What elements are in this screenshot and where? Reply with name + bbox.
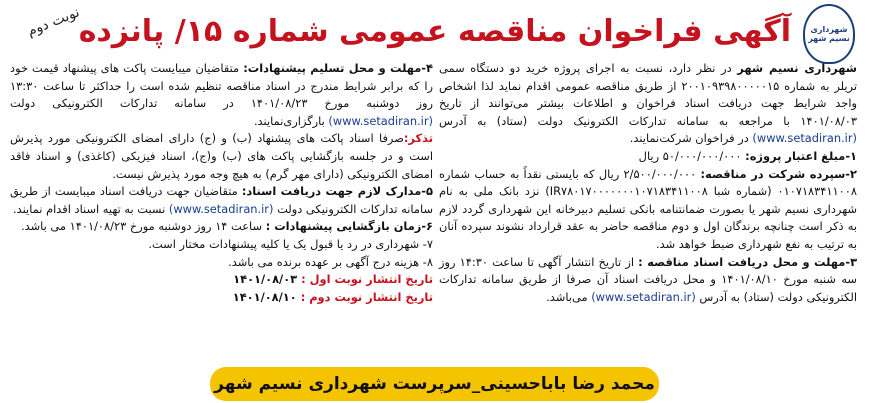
intro-end: در فراخوان شرکت‌نمایند. [629, 131, 753, 146]
turn-label: نوبت دوم [25, 4, 82, 40]
item-3-head: ۳-مهلت و محل دریافت اسناد مناقصه : [638, 254, 858, 269]
item-3-end: می‌باشد. [546, 289, 592, 304]
publish-first-date: ۱۴۰۱/۰۸/۰۳ [233, 272, 302, 287]
item-5-link[interactable]: (www.setadiran.ir) [168, 201, 274, 216]
item-4-link[interactable]: (www.setadiran.ir) [328, 113, 433, 128]
municipality-logo-icon [803, 4, 855, 64]
item-4-text: متقاضیان میبایست پاکت های پیشنهاد قیمت خود را که برابر شرایط مندرج در اسناد مناقصه تنظیم شده است را حداکثر تا ساعت ۱۳:۳۰ روز دوشنبه مورخ ۱۴۰۱/۰۸/۲۳ در سامانه تدارکات الکترونیکی دولت [10, 61, 433, 111]
item-6-text: ساعت ۱۴ روز دوشنبه مورخ ۱۴۰۱/۰۸/۲۳ می باشد. [21, 219, 266, 234]
right-column [439, 60, 857, 306]
item-4-end: بارگزاری‌نمایند. [253, 113, 329, 128]
publish-first-label: تاریخ انتشار نوبت اول : [301, 272, 433, 287]
item-3 [439, 254, 857, 307]
note-text: صرفا اسناد پاکت های پیشنهاد (ب) و (ج) دارای امضای الکترونیکی مورد پذیرش است و در جلسه بازگشایی پاکت های (ب) و(ج)، اسناد فیزیکی (کاغذی) و اسناد فاقد امضای الکترونیکی (دارای مهر گرم) به هیچ وجه مورد پذیرش نیست. [10, 131, 433, 181]
left-column [10, 60, 433, 306]
item-5-end: نسبت به تهیه اسناد اقدام نمایند. [13, 201, 169, 216]
note-head: تذکر: [403, 131, 433, 146]
item-8: ۸- هزینه درج آگهی بر عهده برنده می باشد. [228, 254, 433, 269]
item-1-text: ۵۰/۰۰۰/۰۰۰/۰۰۰ ریال [638, 148, 746, 163]
item-1 [439, 148, 857, 166]
publish-second-date: ۱۴۰۱/۰۸/۱۰ [232, 289, 301, 304]
ad-title: آگهی فراخوان مناقصه عمومی شماره ۱۵/ پانزده [78, 14, 791, 49]
item-6 [10, 218, 433, 236]
item-1-head: ۱-مبلغ اعتبار پروژه: [745, 148, 857, 163]
intro-text: در نظر دارد، نسبت به اجرای پروژه خرید دو دستگاه سمی تریلر به شماره ۲۰۰۱۰۹۳۹۸۰۰۰۰۰۱۵ از طریق مناقصه عمومی اقدام نماید لذا اشخاص واجد شرایط جهت دریافت اسناد فراخوان و اطلاعات بیشتر می‌توانند از تاریخ ۱۴۰۱/۰۸/۰۳ با مراجعه به سامانه تدارکات الکترونیک دولت (ستاد) به آدرس [439, 61, 857, 128]
item-5-head: ۵-مدارک لازم جهت دریافت اسناد: [241, 184, 433, 199]
intro-paragraph [439, 60, 857, 148]
intro-org: شهرداری نسیم شهر [737, 61, 857, 75]
item-6-head: ۶-زمان بازگشایی پیشنهادات : [265, 219, 433, 234]
publish-date-first [10, 271, 433, 289]
signature-banner: محمد رضا باباحسینی_سرپرست شهرداری نسیم شهر [210, 367, 659, 401]
note [10, 130, 433, 183]
logo-text: شهرداری نسیم شهر [808, 25, 850, 43]
item-2-text: ۲/۵۰۰/۰۰۰/۰۰۰ ریال که بایستی نقداً به حساب شماره ۰۱۰۷۱۸۳۴۱۱۰۰۸ (شماره شبا IR۷۸۰۱۷۰۰۰۰۰۰۰۱۰۷۱۸۳۴۱۱۰۰۸) نزد بانک ملی به نام شهرداری نسیم شهر یا بصورت ضمانتنامه بانکی تسلیم دبیرخانه این شهرداری گردد لازم به ذکر است چنانچه برندگان اول و دوم مناقصه حاضر به عقد قرارداد نشوند سپرده آنان به ترتیب به نفع شهرداری ضبط خواهد شد. [439, 166, 858, 251]
publish-second-label: تاریخ انتشار نوبت دوم : [300, 289, 433, 304]
item-4 [10, 60, 433, 130]
intro-link[interactable]: (www.setadiran.ir) [752, 131, 857, 146]
publish-date-second [10, 289, 433, 307]
item-3-link[interactable]: (www.setadiran.ir) [591, 289, 696, 304]
item-2-head: ۲-سپرده شرکت در مناقصه: [700, 166, 857, 181]
item-2 [439, 166, 857, 254]
item-4-head: ۴-مهلت و محل تسلیم پیشنهادات: [243, 61, 433, 75]
item-5-text: متقاضیان جهت دریافت اسناد میبایست از طریق سامانه تدارکات الکترونیکی دولت [10, 184, 433, 216]
item-5 [10, 183, 433, 218]
item-3-text: از تاریخ انتشار آگهی تا ساعت ۱۴:۳۰ روز سه شنبه مورخ ۱۴۰۱/۰۸/۱۰ و محل دریافت اسناد آن صرفا از طریق سامانه تدارکات الکترونیکی دولت (ستاد) به آدرس [439, 254, 857, 304]
item-7: ۷- شهرداری در رد یا قبول یک یا کلیه پیشنهادات مختار است. [148, 236, 433, 251]
